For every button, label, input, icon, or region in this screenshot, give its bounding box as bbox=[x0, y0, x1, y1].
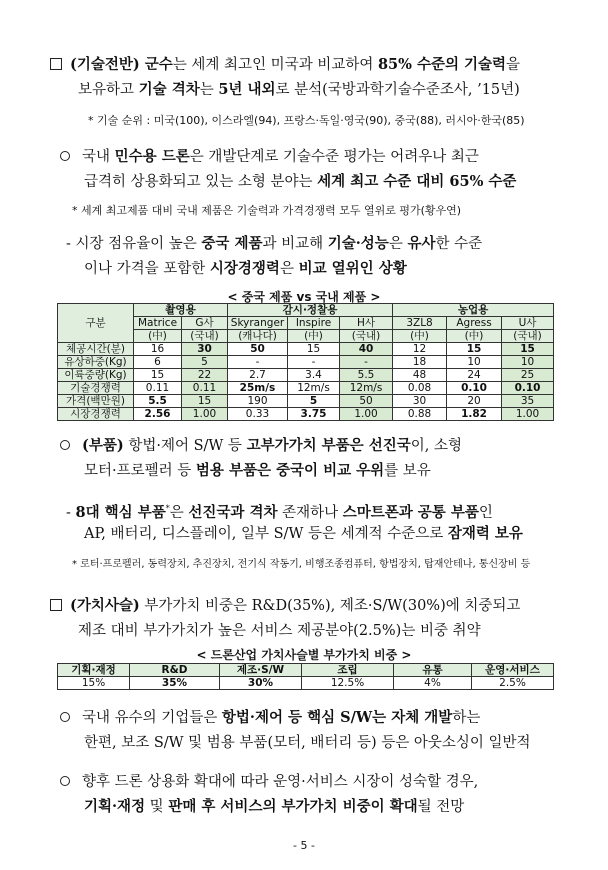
row-label: 유상하중(Kg) bbox=[58, 356, 134, 369]
table-row bbox=[58, 343, 554, 356]
note-core-parts: * 로터·프로펠러, 동력장치, 추진장치, 전기식 작동기, 비행조종컴퓨터, 항법장치, 탑재안테나, 통신장비 등 bbox=[72, 559, 531, 570]
table-cell: 12m/s bbox=[288, 382, 340, 395]
para-outlook-line1: 향후 드론 상용화 확대에 따라 운영·서비스 시장이 성숙할 경우, bbox=[60, 772, 478, 792]
product-origin: (국내) bbox=[502, 330, 554, 343]
para-domestic-companies-line1: 국내 유수의 기업들은 항법·제어 등 핵심 S/W는 자체 개발하는 bbox=[60, 708, 480, 728]
value-chain-cell: 2.5% bbox=[472, 677, 554, 690]
table-row bbox=[58, 382, 554, 395]
product-name: G사 bbox=[182, 317, 228, 330]
value-chain-header: 기획·재정 bbox=[58, 664, 130, 677]
table-cell: 15 bbox=[288, 343, 340, 356]
table1-caption: < 중국 제품 vs 국내 제품 > bbox=[227, 290, 381, 304]
table-cell: 24 bbox=[447, 369, 502, 382]
para-domestic-companies-line2: 한편, 보조 S/W 및 범용 부품(모터, 배터리 등) 등은 아웃소싱이 일반적 bbox=[84, 735, 531, 751]
table-cell: 30 bbox=[393, 395, 447, 408]
table-cell: 15 bbox=[182, 395, 228, 408]
table-cell: 10 bbox=[447, 356, 502, 369]
para-value-chain-line2: 제조 대비 부가가치가 높은 서비스 제공분야(2.5%)는 비중 취약 bbox=[78, 623, 481, 639]
para-civil-drone-line1: 국내 민수용 드론은 개발단계로 기술수준 평가는 어려우나 최근 bbox=[60, 147, 479, 167]
table-cell: 22 bbox=[182, 369, 228, 382]
table-cell: 18 bbox=[393, 356, 447, 369]
group-header: 감시·정찰용 bbox=[228, 304, 393, 317]
para-market-line1: - 시장 점유율이 높은 중국 제품과 비교해 기술·성능은 유사한 수준 bbox=[66, 235, 483, 252]
table-cell: 48 bbox=[393, 369, 447, 382]
product-origin: (캐나다) bbox=[228, 330, 288, 343]
product-name: U사 bbox=[502, 317, 554, 330]
row-label: 이륙중량(Kg) bbox=[58, 369, 134, 382]
table-cell: 5.5 bbox=[134, 395, 182, 408]
table-cell: 10 bbox=[502, 356, 554, 369]
table-row bbox=[58, 369, 554, 382]
table-cell: 2.7 bbox=[228, 369, 288, 382]
circle-bullet-icon bbox=[60, 151, 70, 161]
para-tech-overview-line1: (기술전반) 군수는 세계 최고인 미국과 비교하여 85% 수준의 기술력을 bbox=[50, 55, 520, 75]
table-cell: 0.10 bbox=[447, 382, 502, 395]
para-civil-drone-line2: 급격히 상용화되고 있는 소형 분야는 세계 최고 수준 대비 65% 수준 bbox=[84, 173, 517, 190]
table-cell: 1.00 bbox=[502, 408, 554, 421]
table-cell: - bbox=[340, 356, 393, 369]
product-origin: (中) bbox=[134, 330, 182, 343]
value-chain-header: R&D bbox=[130, 664, 220, 677]
table-row bbox=[58, 356, 554, 369]
para-core-parts-line2: AP, 배터리, 디스플레이, 일부 S/W 등은 세계적 수준으로 잠재력 보유 bbox=[84, 525, 523, 542]
product-origin: (中) bbox=[447, 330, 502, 343]
table-cell: 0.33 bbox=[228, 408, 288, 421]
product-name: 3ZL8 bbox=[393, 317, 447, 330]
table-cell: 40 bbox=[340, 343, 393, 356]
product-origin: (中) bbox=[393, 330, 447, 343]
value-chain-cell: 4% bbox=[394, 677, 472, 690]
group-header: 농업용 bbox=[393, 304, 554, 317]
table-cell: 15 bbox=[502, 343, 554, 356]
value-chain-cell: 12.5% bbox=[302, 677, 394, 690]
china-vs-domestic-table bbox=[57, 303, 554, 421]
product-origin: (국내) bbox=[340, 330, 393, 343]
value-chain-table bbox=[57, 663, 554, 690]
table-cell: 1.00 bbox=[340, 408, 393, 421]
circle-bullet-icon bbox=[60, 712, 70, 722]
para-value-chain-line1: (가치사슬) 부가가치 비중은 R&D(35%), 제조·S/W(30%)에 치중되고 bbox=[50, 596, 520, 616]
row-label: 체공시간(분) bbox=[58, 343, 134, 356]
product-name: Skyranger bbox=[228, 317, 288, 330]
table-cell: 12m/s bbox=[340, 382, 393, 395]
para-market-line2: 이나 가격을 포함한 시장경쟁력은 비교 열위인 상황 bbox=[84, 260, 407, 277]
table1-group-row bbox=[58, 304, 554, 317]
table-cell: 0.11 bbox=[134, 382, 182, 395]
row-label: 시장경쟁력 bbox=[58, 408, 134, 421]
table-cell: 3.75 bbox=[288, 408, 340, 421]
table1-corner-header: 구분 bbox=[58, 304, 134, 343]
table-cell: 0.88 bbox=[393, 408, 447, 421]
table-cell: 12 bbox=[393, 343, 447, 356]
table-cell: 35 bbox=[502, 395, 554, 408]
table-cell: 5.5 bbox=[340, 369, 393, 382]
para-core-parts-line1: - 8대 핵심 부품*은 선진국과 격차 존재하나 스마트폰과 공통 부품인 bbox=[66, 503, 493, 521]
product-name: Matrice bbox=[134, 317, 182, 330]
table-cell: - bbox=[228, 356, 288, 369]
product-name: Inspire bbox=[288, 317, 340, 330]
para-parts-line2: 모터·프로펠러 등 범용 부품은 중국이 비교 우위를 보유 bbox=[84, 462, 431, 479]
table-cell: 3.4 bbox=[288, 369, 340, 382]
table-cell: 5 bbox=[182, 356, 228, 369]
para-tech-overview-line2: 보유하고 기술 격차는 5년 내외로 분석(국방과학기술수준조사, ’15년) bbox=[78, 81, 520, 98]
table-cell: 1.82 bbox=[447, 408, 502, 421]
circle-bullet-icon bbox=[60, 440, 70, 450]
table-cell: 5 bbox=[288, 395, 340, 408]
product-name: H사 bbox=[340, 317, 393, 330]
table-row bbox=[58, 395, 554, 408]
table-cell: 25 bbox=[502, 369, 554, 382]
row-label: 가격(백만원) bbox=[58, 395, 134, 408]
value-chain-cell: 15% bbox=[58, 677, 130, 690]
table-cell: 50 bbox=[340, 395, 393, 408]
table2-value-row bbox=[58, 677, 554, 690]
table-cell: 15 bbox=[447, 343, 502, 356]
table-cell: 50 bbox=[228, 343, 288, 356]
value-chain-cell: 30% bbox=[220, 677, 302, 690]
table-cell: 0.08 bbox=[393, 382, 447, 395]
group-header: 촬영용 bbox=[134, 304, 228, 317]
table-cell: 15 bbox=[134, 369, 182, 382]
product-origin: (국내) bbox=[182, 330, 228, 343]
table-cell: 0.11 bbox=[182, 382, 228, 395]
table-cell: 20 bbox=[447, 395, 502, 408]
table-cell: 2.56 bbox=[134, 408, 182, 421]
para-parts-line1: (부품) 항법·제어 S/W 등 고부가가치 부품은 선진국이, 소형 bbox=[60, 436, 462, 456]
table-cell: 30 bbox=[182, 343, 228, 356]
circle-bullet-icon bbox=[60, 776, 70, 786]
value-chain-header: 운영·서비스 bbox=[472, 664, 554, 677]
table-row bbox=[58, 408, 554, 421]
square-bullet-icon bbox=[50, 599, 62, 611]
value-chain-header: 조립 bbox=[302, 664, 394, 677]
table2-caption: < 드론산업 가치사슬별 부가가치 비중 > bbox=[196, 648, 412, 662]
square-bullet-icon bbox=[50, 58, 62, 70]
table-cell: 25m/s bbox=[228, 382, 288, 395]
note-tech-ranking: * 기술 순위 : 미국(100), 이스라엘(94), 프랑스·독일·영국(90), 중국(88), 러시아·한국(85) bbox=[88, 114, 525, 127]
product-origin: (中) bbox=[288, 330, 340, 343]
table-cell: 16 bbox=[134, 343, 182, 356]
table2-header-row bbox=[58, 664, 554, 677]
value-chain-cell: 35% bbox=[130, 677, 220, 690]
product-name: Agress bbox=[447, 317, 502, 330]
value-chain-header: 제조·S/W bbox=[220, 664, 302, 677]
table-cell: 6 bbox=[134, 356, 182, 369]
table-cell: 190 bbox=[228, 395, 288, 408]
table-cell: 1.00 bbox=[182, 408, 228, 421]
para-outlook-line2: 기획·재정 및 판매 후 서비스의 부가가치 비중이 확대될 전망 bbox=[84, 798, 465, 815]
table-cell: 0.10 bbox=[502, 382, 554, 395]
table-cell: - bbox=[288, 356, 340, 369]
page-number: - 5 - bbox=[293, 839, 315, 852]
note-domestic-eval: * 세계 최고제품 대비 국내 제품은 기술력과 가격경쟁력 모두 열위로 평가(황우연) bbox=[72, 204, 462, 217]
value-chain-header: 유통 bbox=[394, 664, 472, 677]
row-label: 기술경쟁력 bbox=[58, 382, 134, 395]
